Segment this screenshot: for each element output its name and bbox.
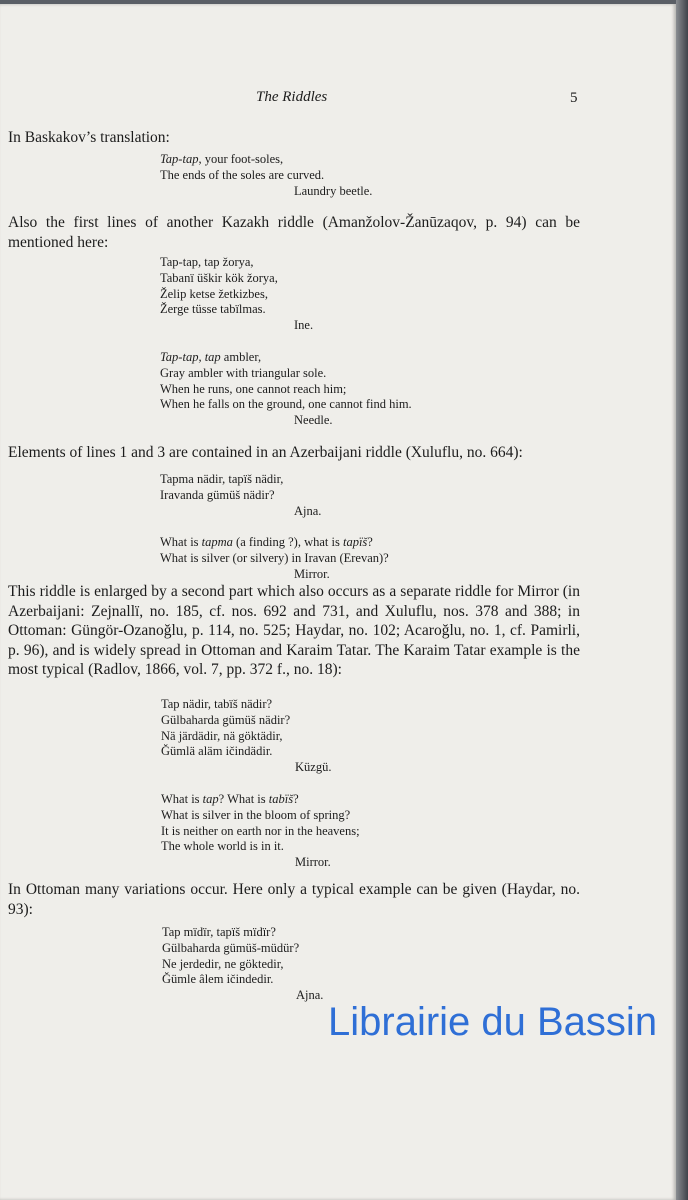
verse-line: It is neither on earth nor in the heavens; xyxy=(161,823,360,838)
riddle-answer: Mirror. xyxy=(294,566,330,581)
verse-line: The ends of the soles are curved. xyxy=(160,167,325,182)
verse-karaim-translation xyxy=(161,792,360,871)
verse-line: What is tapma (a finding ?), what is tapïš? xyxy=(160,535,373,549)
verse-line: Nä järdädir, nä göktädir, xyxy=(161,728,283,743)
verse-line: Tap-tap, your foot-soles, xyxy=(160,152,284,166)
riddle-answer: Needle. xyxy=(294,413,333,428)
verse-needle xyxy=(160,350,412,429)
verse-line: Tap-tap, tap žorya, xyxy=(160,255,254,269)
verse-line: When he falls on the ground, one cannot find him. xyxy=(160,397,412,412)
verse-line: Ne jerdedir, ne göktedir, xyxy=(162,956,284,971)
verse-line: Želip ketse žetkizbes, xyxy=(160,286,268,301)
verse-kazakh xyxy=(160,255,313,334)
verse-line: Tapma nädir, tapïš nädir, xyxy=(160,472,284,486)
riddle-answer: Küzgü. xyxy=(295,760,332,775)
riddle-answer: Mirror. xyxy=(295,855,331,870)
page-number: 5 xyxy=(570,90,578,106)
verse-karaim xyxy=(161,697,331,776)
verse-line: What is silver in the bloom of spring? xyxy=(161,807,351,822)
verse-line: When he runs, one cannot reach him; xyxy=(160,381,347,396)
riddle-answer: Laundry beetle. xyxy=(294,183,373,198)
riddle-answer: Ine. xyxy=(294,318,314,333)
riddle-answer: Ajna. xyxy=(294,503,322,518)
riddle-answer: Ajna. xyxy=(296,988,324,1003)
verse-azerbaijani xyxy=(160,472,321,519)
verse-line: Iravanda gümüš nädir? xyxy=(160,487,275,502)
paragraph-mirror: This riddle is enlarged by a second part which also occurs as a separate riddle for Mirror (in Azerbaijani: Zejnallï, no. 185, cf. nos. 692 and 731, and Xuluflu, nos. 378 and 388; in Ottoman: Güngör-Ozanoğlu, p. 114, no. 525; Haydar, no. 102; Acaroğlu, no. 1, cf. Pamirli, p. 96), and is widely spread in Ottoman and Karaim Tatar. The Karaim Tatar example is the most typical (Radlov, 1866, vol. 7, pp. 372 f., no. 18): xyxy=(8,583,580,678)
paragraph-kazakh: Also the first lines of another Kazakh riddle (Amanžolov-Žanūzaqov, p. 94) can be mentioned here: xyxy=(8,214,580,251)
verse-line: Tap mïdïr, tapïš mïdïr? xyxy=(162,925,276,939)
verse-line: Tap nädir, tabïš nädir? xyxy=(161,697,273,711)
verse-line: What is silver (or silvery) in Iravan (Erevan)? xyxy=(160,550,389,565)
verse-ottoman xyxy=(162,925,323,1004)
verse-laundry-beetle xyxy=(160,152,372,199)
verse-line: Gray ambler with triangular sole. xyxy=(160,365,327,380)
scan-edge xyxy=(676,0,688,1200)
running-head: The Riddles xyxy=(256,89,328,105)
paragraph-ottoman: In Ottoman many variations occur. Here only a typical example can be given (Haydar, no. 93): xyxy=(8,881,580,918)
verse-line: Tap-tap, tap ambler, xyxy=(160,350,262,364)
verse-line: Gülbaharda gümüš-müdür? xyxy=(162,940,300,955)
paragraph-azerbaijani: Elements of lines 1 and 3 are contained in an Azerbaijani riddle (Xuluflu, no. 664): xyxy=(8,444,523,461)
verse-line: Gülbaharda gümüš nädir? xyxy=(161,712,291,727)
verse-line: Žerge tüsse tabïlmas. xyxy=(160,302,266,317)
verse-mirror-translation xyxy=(160,535,389,582)
verse-line: Tabanï üškir kök žorya, xyxy=(160,270,278,285)
verse-line: Ğümlä aläm ičindädir. xyxy=(161,744,273,759)
verse-line: Ğümle âlem ičindedir. xyxy=(162,972,274,987)
watermark-text: Librairie du Bassin xyxy=(328,1000,658,1044)
verse-line: The whole world is in it. xyxy=(161,839,284,854)
paragraph-baskakov: In Baskakov’s translation: xyxy=(8,129,170,146)
verse-line: What is tap? What is tabïš? xyxy=(161,792,299,806)
